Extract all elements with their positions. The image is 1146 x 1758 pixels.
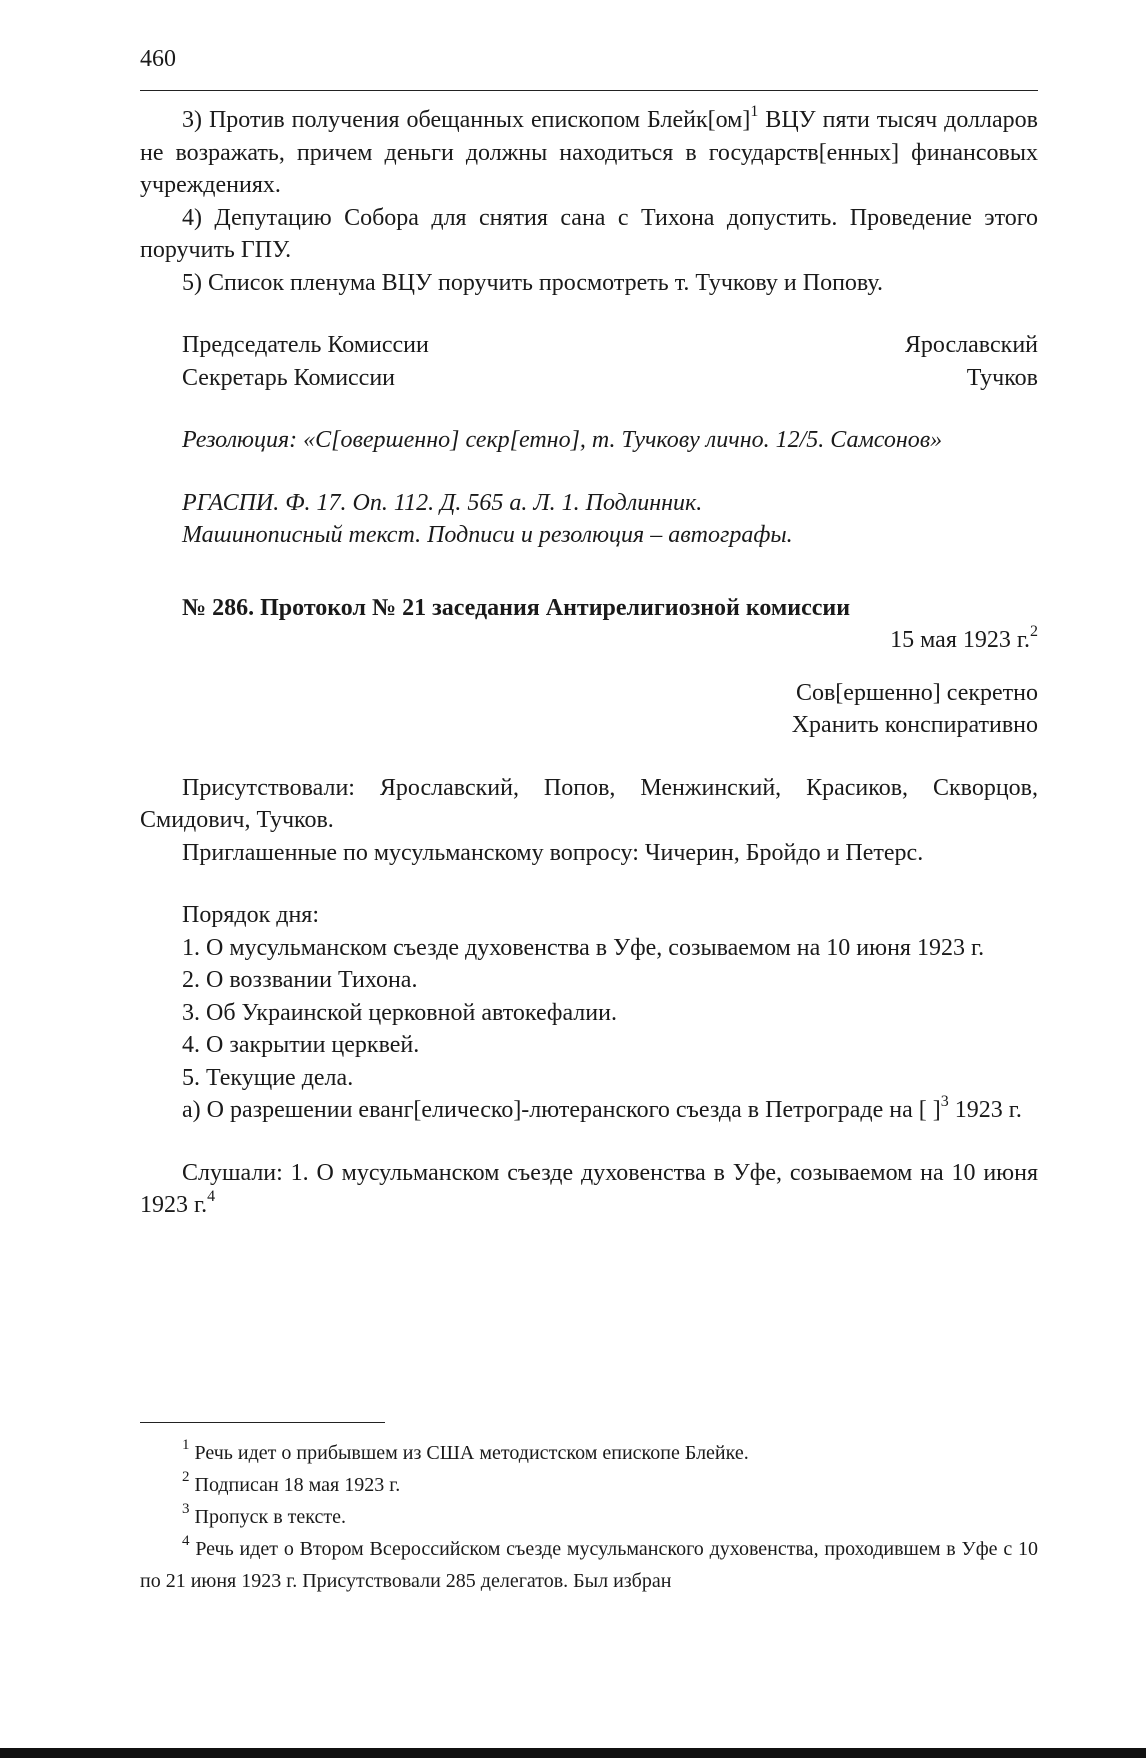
signature-secretary: [140, 362, 1038, 395]
paragraph-4: 4) Депутацию Собора для снятия сана с Тихона допустить. Проведение этого поручить ГПУ.: [140, 204, 1038, 263]
agenda-title: Порядок дня:: [182, 902, 320, 928]
footnote: $^3$ Пропуск в тексте.: [182, 1501, 347, 1528]
agenda-item: 4. О закрытии церквей.: [182, 1032, 420, 1058]
agenda-item: 5. Текущие дела.: [182, 1064, 354, 1091]
scan-edge: [0, 1748, 1146, 1758]
signature-role: Председатель Комиссии: [182, 332, 429, 358]
paragraph-5: 5) Список пленума ВЦУ поручить просмотреть т. Тучкову и Попову.: [182, 269, 884, 296]
footnote-ref-3: 3: [940, 1093, 949, 1110]
conspiracy-mark: Хранить конспиративно: [791, 712, 1038, 738]
footnote: $^4$ Речь идет о Втором Всероссийском съезде мусульманского духовенства, проходившем в Уфе с 10 по 21 июня 1923 г. Присутствовали 285 делегатов. Был избран: [140, 1533, 1038, 1592]
paragraph-3: 3) Против получения обещанных епископом Блейк[ом]$^1$ ВЦУ пяти тысяч долларов не возражать, причем деньги должны находиться в государств[енных] финансовых учреждениях.: [140, 103, 1038, 198]
agenda-item-a: а) О разрешении еванг[елическо]-лютеранского съезда в Петрограде на [ ]$^3$ 1923 г.: [182, 1093, 1022, 1123]
main-content: [140, 104, 1038, 1222]
agenda-item: 3. Об Украинской церковной автокефалии.: [182, 999, 617, 1026]
footnote-ref-1: 1: [750, 103, 759, 120]
header-rule: [140, 90, 1038, 91]
document-date: 15 мая 1923 г.$^2$: [890, 623, 1038, 653]
signature-chairman: [140, 329, 1038, 362]
signature-name: Тучков: [966, 364, 1038, 391]
agenda-item: 1. О мусульманском съезде духовенства в Уфе, созываемом на 10 июня 1923 г.: [182, 934, 985, 961]
document-title: № 286. Протокол № 21 заседания Антирелигиозной комиссии: [182, 594, 851, 621]
agenda-item: 2. О воззвании Тихона.: [182, 967, 418, 993]
archive-reference: РГАСПИ. Ф. 17. Оп. 112. Д. 565 а. Л. 1. Подлинник.: [182, 489, 703, 516]
resolution: Резолюция: «С[овершенно] секр[етно], т. Тучкову лично. 12/5. Самсонов»: [182, 427, 943, 453]
invited-list: Приглашенные по мусульманскому вопросу: Чичерин, Бройдо и Петерс.: [182, 839, 924, 866]
footnote-rule: [140, 1422, 385, 1423]
signature-name: Ярославский: [904, 332, 1038, 358]
present-list: Присутствовали: Ярославский, Попов, Менжинский, Красиков, Скворцов, Смидович, Тучков.: [140, 774, 1038, 833]
footnote-ref-4: 4: [207, 1188, 216, 1205]
footnote-ref-2: 2: [1030, 623, 1038, 640]
footnote: $^1$ Речь идет о прибывшем из США методистском епископе Блейке.: [182, 1437, 749, 1464]
heard-item: Слушали: 1. О мусульманском съезде духовенства в Уфе, созываемом на 10 июня 1923 г.$^4$: [140, 1159, 1038, 1218]
page-number: 460: [140, 46, 176, 72]
secrecy-mark: Сов[ершенно] секретно: [795, 679, 1038, 706]
signature-role: Секретарь Комиссии: [182, 364, 396, 391]
footnote: $^2$ Подписан 18 мая 1923 г.: [182, 1469, 401, 1496]
footnotes: [140, 1437, 1038, 1597]
archive-note: Машинописный текст. Подписи и резолюция – автографы.: [182, 522, 793, 548]
